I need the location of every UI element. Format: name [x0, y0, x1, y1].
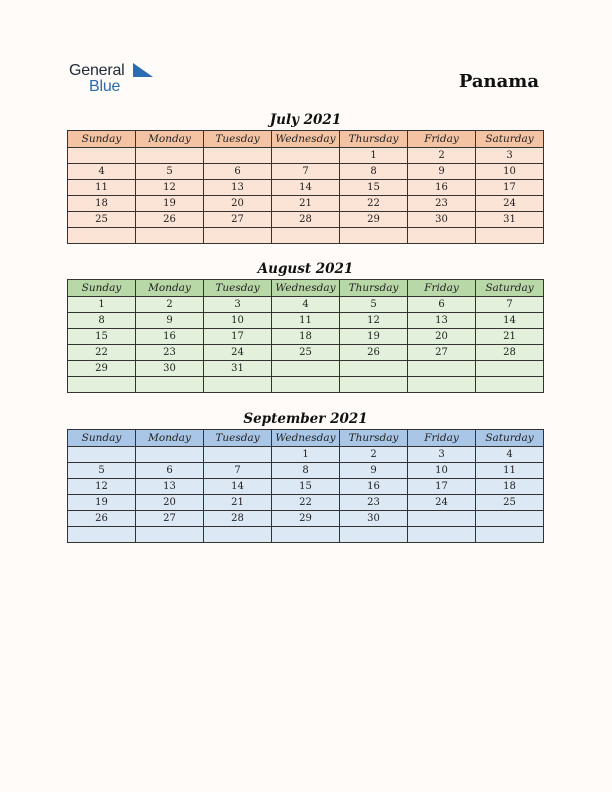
weekday-header: Thursday [340, 280, 408, 297]
day-cell [340, 361, 408, 377]
day-cell [204, 527, 272, 543]
day-cell: 6 [136, 463, 204, 479]
day-cell [272, 361, 340, 377]
day-cell: 23 [136, 345, 204, 361]
day-cell [272, 228, 340, 244]
day-cell: 27 [136, 511, 204, 527]
week-row [68, 329, 544, 345]
day-cell: 10 [204, 313, 272, 329]
week-row [68, 148, 544, 164]
month-block-september [67, 410, 544, 543]
calendar-table [67, 130, 544, 244]
day-cell [408, 527, 476, 543]
day-cell: 17 [408, 479, 476, 495]
day-cell: 4 [68, 164, 136, 180]
weekday-header-row [68, 430, 544, 447]
day-cell: 17 [476, 180, 544, 196]
weekday-header: Sunday [68, 430, 136, 447]
day-cell: 12 [136, 180, 204, 196]
day-cell: 15 [272, 479, 340, 495]
day-cell: 16 [408, 180, 476, 196]
day-cell: 1 [68, 297, 136, 313]
day-cell: 5 [340, 297, 408, 313]
day-cell: 7 [476, 297, 544, 313]
day-cell: 7 [272, 164, 340, 180]
day-cell [340, 527, 408, 543]
month-block-august [67, 260, 544, 393]
day-cell: 14 [204, 479, 272, 495]
day-cell: 3 [476, 148, 544, 164]
weekday-header: Monday [136, 280, 204, 297]
day-cell [476, 377, 544, 393]
day-cell: 30 [136, 361, 204, 377]
weekday-header: Thursday [340, 131, 408, 148]
weekday-header: Tuesday [204, 131, 272, 148]
week-row [68, 196, 544, 212]
week-row [68, 463, 544, 479]
day-cell: 2 [408, 148, 476, 164]
day-cell [272, 527, 340, 543]
day-cell: 22 [68, 345, 136, 361]
day-cell: 9 [408, 164, 476, 180]
day-cell: 27 [204, 212, 272, 228]
week-row [68, 361, 544, 377]
day-cell: 30 [408, 212, 476, 228]
day-cell: 22 [272, 495, 340, 511]
day-cell [204, 148, 272, 164]
day-cell: 16 [340, 479, 408, 495]
day-cell: 25 [476, 495, 544, 511]
day-cell: 23 [408, 196, 476, 212]
day-cell: 29 [272, 511, 340, 527]
day-cell: 5 [68, 463, 136, 479]
day-cell: 26 [136, 212, 204, 228]
calendar-table [67, 279, 544, 393]
week-row [68, 212, 544, 228]
day-cell: 17 [204, 329, 272, 345]
day-cell: 29 [68, 361, 136, 377]
day-cell [68, 447, 136, 463]
day-cell: 25 [272, 345, 340, 361]
day-cell: 4 [476, 447, 544, 463]
weekday-header: Sunday [68, 280, 136, 297]
weekday-header: Wednesday [272, 430, 340, 447]
weekday-header: Friday [408, 280, 476, 297]
weekday-header: Saturday [476, 131, 544, 148]
day-cell: 28 [476, 345, 544, 361]
day-cell [68, 377, 136, 393]
day-cell: 26 [68, 511, 136, 527]
week-row [68, 495, 544, 511]
month-title: July 2021 [269, 112, 342, 128]
weekday-header: Tuesday [204, 280, 272, 297]
day-cell: 28 [272, 212, 340, 228]
day-cell [272, 377, 340, 393]
day-cell: 30 [340, 511, 408, 527]
week-row [68, 511, 544, 527]
generalblue-logo [69, 60, 169, 96]
day-cell: 29 [340, 212, 408, 228]
day-cell [340, 377, 408, 393]
day-cell: 9 [136, 313, 204, 329]
day-cell: 24 [204, 345, 272, 361]
day-cell: 13 [136, 479, 204, 495]
weekday-header: Monday [136, 430, 204, 447]
week-row [68, 180, 544, 196]
day-cell: 12 [68, 479, 136, 495]
month-title: August 2021 [257, 261, 354, 277]
day-cell [136, 377, 204, 393]
weekday-header: Wednesday [272, 131, 340, 148]
day-cell: 6 [204, 164, 272, 180]
day-cell: 3 [408, 447, 476, 463]
day-cell [68, 527, 136, 543]
day-cell: 31 [204, 361, 272, 377]
day-cell: 27 [408, 345, 476, 361]
day-cell [204, 377, 272, 393]
day-cell [272, 148, 340, 164]
day-cell: 8 [340, 164, 408, 180]
day-cell: 10 [476, 164, 544, 180]
day-cell: 2 [340, 447, 408, 463]
day-cell: 19 [340, 329, 408, 345]
month-title: September 2021 [243, 411, 368, 427]
day-cell: 16 [136, 329, 204, 345]
weekday-header: Sunday [68, 131, 136, 148]
weekday-header: Tuesday [204, 430, 272, 447]
day-cell: 13 [204, 180, 272, 196]
day-cell: 23 [340, 495, 408, 511]
day-cell: 21 [272, 196, 340, 212]
logo-text-general: General [69, 62, 125, 79]
day-cell: 20 [136, 495, 204, 511]
day-cell: 8 [272, 463, 340, 479]
day-cell [408, 361, 476, 377]
week-row [68, 297, 544, 313]
day-cell: 14 [476, 313, 544, 329]
week-row [68, 313, 544, 329]
day-cell: 4 [272, 297, 340, 313]
day-cell: 1 [340, 148, 408, 164]
week-row [68, 228, 544, 244]
day-cell [68, 148, 136, 164]
week-row [68, 479, 544, 495]
day-cell: 20 [204, 196, 272, 212]
weekday-header: Friday [408, 131, 476, 148]
day-cell: 8 [68, 313, 136, 329]
day-cell: 19 [68, 495, 136, 511]
day-cell: 7 [204, 463, 272, 479]
weekday-header-row [68, 280, 544, 297]
day-cell: 19 [136, 196, 204, 212]
day-cell [476, 361, 544, 377]
day-cell [476, 511, 544, 527]
day-cell: 10 [408, 463, 476, 479]
day-cell: 26 [340, 345, 408, 361]
day-cell [476, 527, 544, 543]
day-cell [136, 148, 204, 164]
weekday-header: Thursday [340, 430, 408, 447]
day-cell [136, 527, 204, 543]
weekday-header: Monday [136, 131, 204, 148]
day-cell: 9 [340, 463, 408, 479]
day-cell: 18 [272, 329, 340, 345]
day-cell: 24 [408, 495, 476, 511]
day-cell: 2 [136, 297, 204, 313]
day-cell: 13 [408, 313, 476, 329]
day-cell: 18 [68, 196, 136, 212]
day-cell [340, 228, 408, 244]
weekday-header: Saturday [476, 430, 544, 447]
day-cell [408, 377, 476, 393]
day-cell: 31 [476, 212, 544, 228]
day-cell: 18 [476, 479, 544, 495]
day-cell: 24 [476, 196, 544, 212]
logo-text-blue: Blue [89, 78, 121, 95]
day-cell [476, 228, 544, 244]
day-cell: 6 [408, 297, 476, 313]
day-cell [136, 228, 204, 244]
weekday-header-row [68, 131, 544, 148]
day-cell: 14 [272, 180, 340, 196]
day-cell: 5 [136, 164, 204, 180]
day-cell: 15 [340, 180, 408, 196]
day-cell [136, 447, 204, 463]
day-cell: 22 [340, 196, 408, 212]
day-cell [68, 228, 136, 244]
country-title: Panama [458, 71, 539, 92]
logo-triangle-icon [133, 63, 153, 77]
day-cell: 11 [476, 463, 544, 479]
month-block-july [67, 111, 544, 244]
week-row [68, 345, 544, 361]
week-row [68, 447, 544, 463]
weekday-header: Saturday [476, 280, 544, 297]
day-cell: 12 [340, 313, 408, 329]
day-cell: 28 [204, 511, 272, 527]
day-cell: 1 [272, 447, 340, 463]
day-cell: 21 [476, 329, 544, 345]
calendar-table [67, 429, 544, 543]
day-cell [204, 447, 272, 463]
day-cell [408, 228, 476, 244]
day-cell: 11 [68, 180, 136, 196]
week-row [68, 527, 544, 543]
weekday-header: Wednesday [272, 280, 340, 297]
week-row [68, 377, 544, 393]
day-cell [204, 228, 272, 244]
day-cell: 20 [408, 329, 476, 345]
weekday-header: Friday [408, 430, 476, 447]
week-row [68, 164, 544, 180]
day-cell: 3 [204, 297, 272, 313]
day-cell: 15 [68, 329, 136, 345]
day-cell: 25 [68, 212, 136, 228]
day-cell: 11 [272, 313, 340, 329]
day-cell: 21 [204, 495, 272, 511]
day-cell [408, 511, 476, 527]
